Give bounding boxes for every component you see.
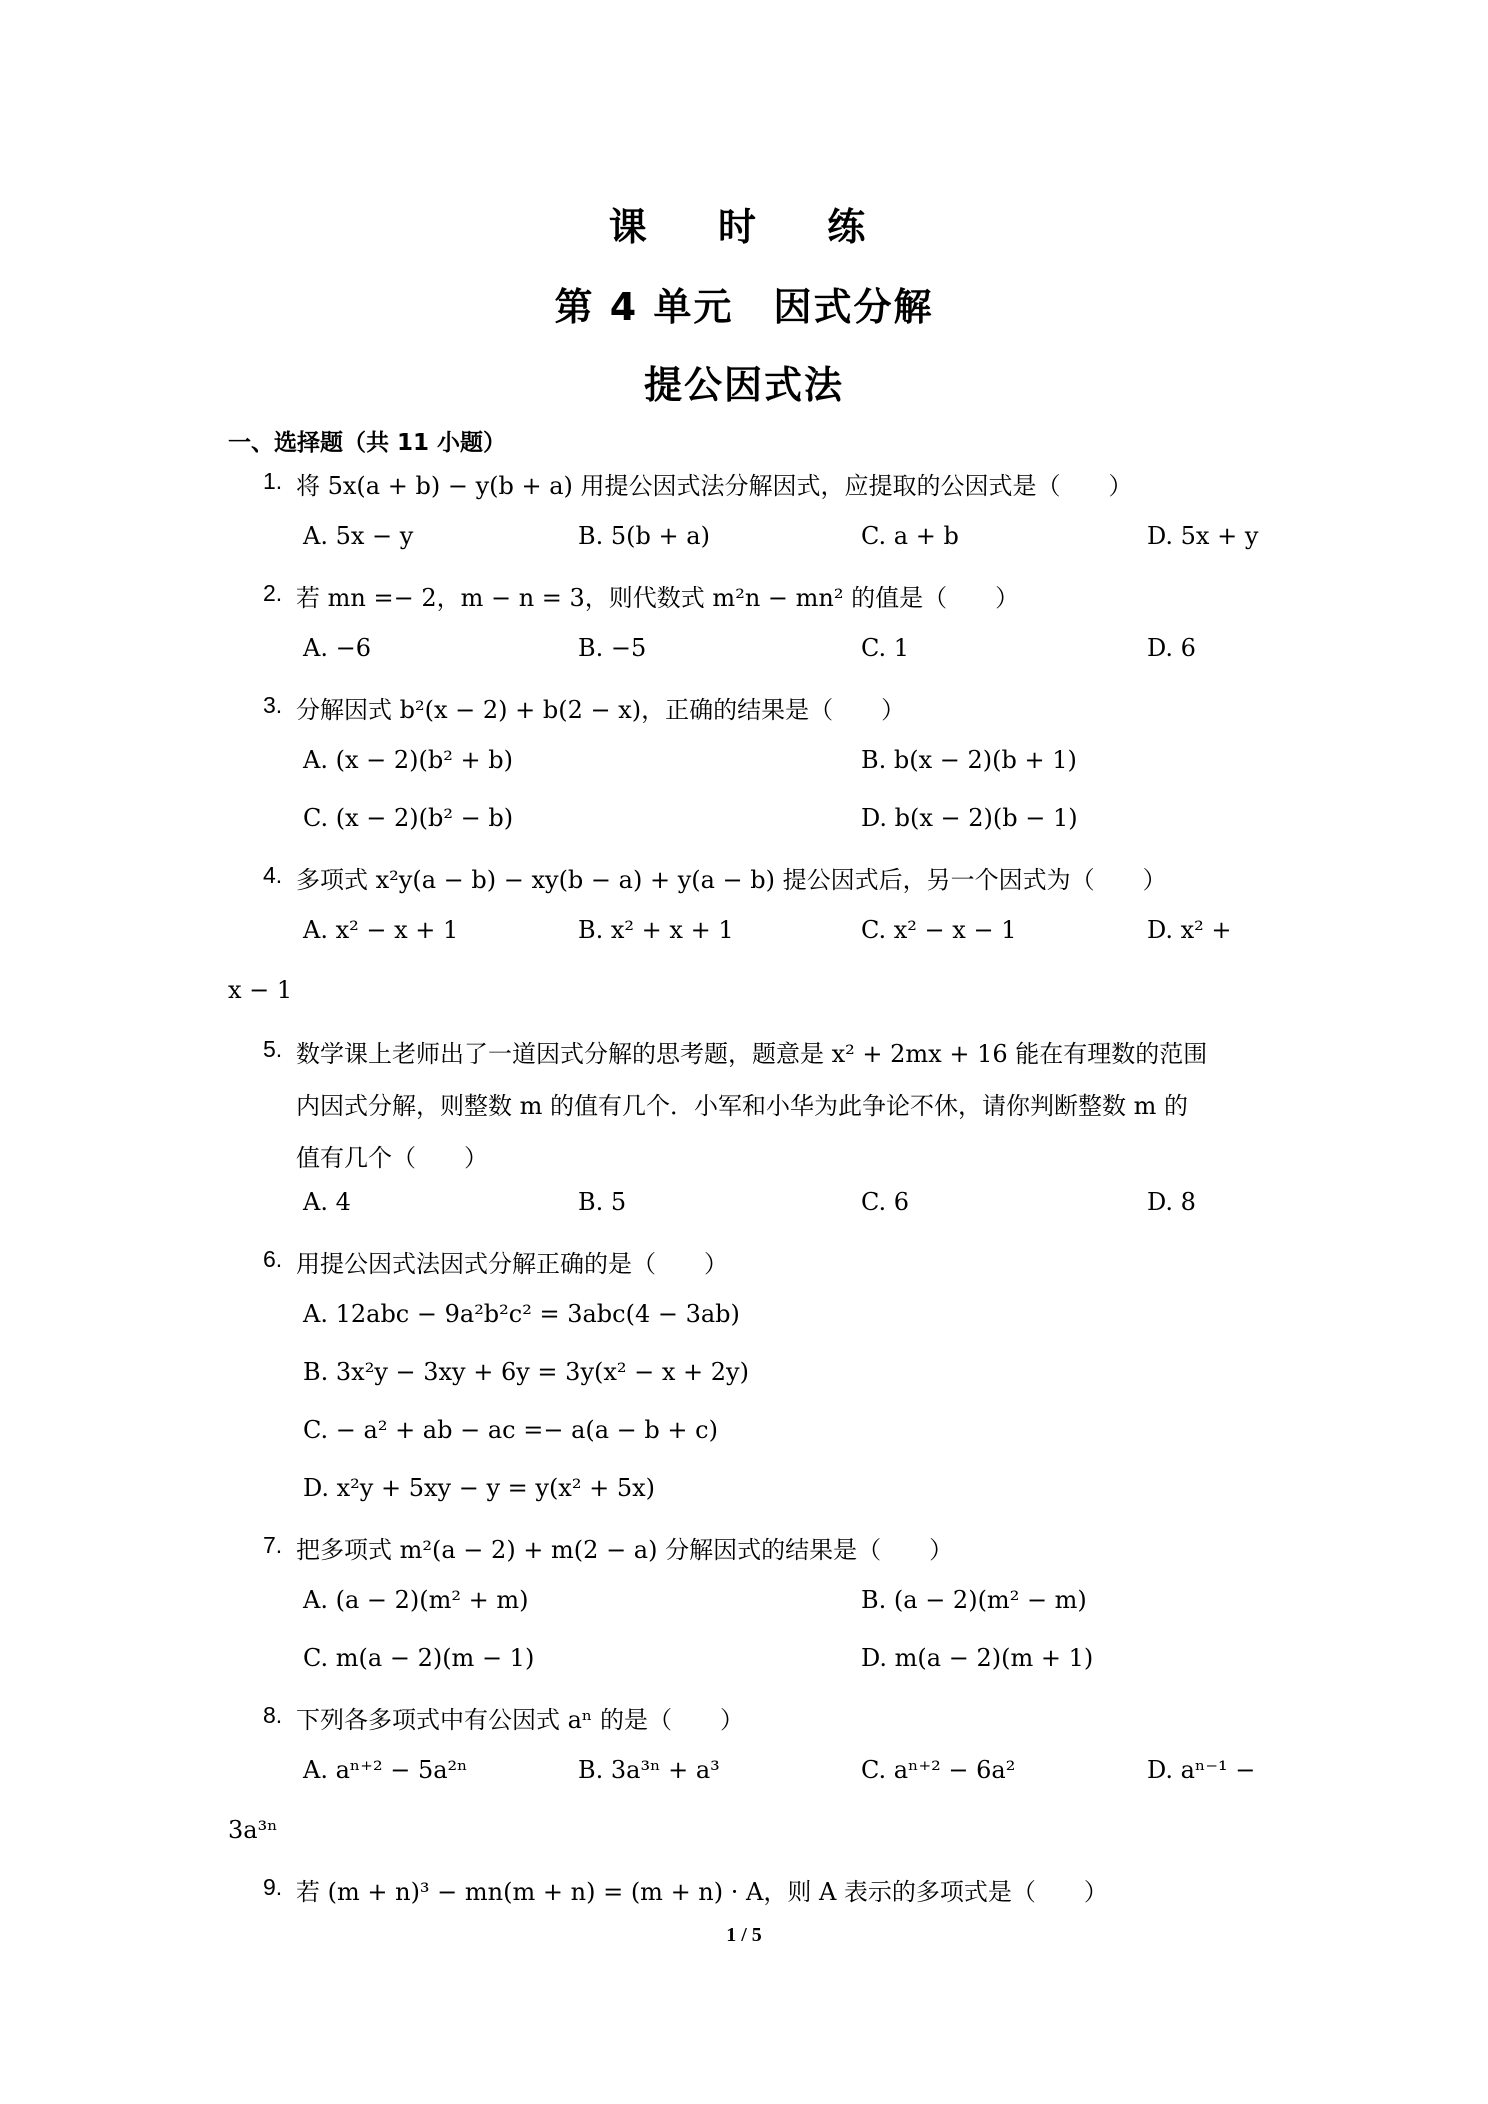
option-b: B. 3x²y − 3xy + 6y = 3y(x² − x + 2y)	[303, 1358, 749, 1386]
option-c: C. (x − 2)(b² − b)	[303, 804, 514, 832]
question-stem-line-2: 内因式分解，则整数 m 的值有几个．小军和小华为此争论不休，请你判断整数 m 的	[296, 1092, 1189, 1120]
main-title: 课 时 练	[608, 205, 880, 249]
option-d-continued: x − 1	[228, 976, 293, 1004]
option-d: D. 8	[1147, 1188, 1196, 1216]
option-c: C. a + b	[861, 522, 959, 550]
option-c: C. aⁿ⁺² − 6a²	[861, 1756, 1016, 1784]
question-number: 2.	[263, 580, 283, 606]
option-d: D. b(x − 2)(b − 1)	[861, 804, 1078, 832]
question-stem: 分解因式 b²(x − 2) + b(2 − x)，正确的结果是（ ）	[296, 696, 906, 724]
option-a: A. 4	[303, 1188, 351, 1216]
unit-title: 第 4 单元 因式分解	[554, 285, 934, 329]
option-d: D. m(a − 2)(m + 1)	[861, 1644, 1094, 1672]
question-stem: 用提公因式法因式分解正确的是（ ）	[296, 1250, 728, 1278]
option-b: B. 5	[578, 1188, 627, 1216]
option-d: D. x² +	[1147, 916, 1232, 944]
option-a: A. aⁿ⁺² − 5a²ⁿ	[303, 1756, 468, 1784]
question-number: 4.	[263, 862, 283, 888]
option-c: C. m(a − 2)(m − 1)	[303, 1644, 535, 1672]
option-c: C. − a² + ab − ac =− a(a − b + c)	[303, 1416, 718, 1444]
option-b: B. b(x − 2)(b + 1)	[861, 746, 1077, 774]
question-number: 1.	[263, 468, 283, 494]
option-c: C. x² − x − 1	[861, 916, 1017, 944]
option-d: D. aⁿ⁻¹ −	[1147, 1756, 1256, 1784]
question-number: 6.	[263, 1246, 283, 1272]
option-d: D. x²y + 5xy − y = y(x² + 5x)	[303, 1474, 655, 1502]
option-d-continued: 3a³ⁿ	[228, 1816, 278, 1844]
option-c: C. 6	[861, 1188, 910, 1216]
option-b: B. x² + x + 1	[578, 916, 734, 944]
option-a: A. x² − x + 1	[303, 916, 459, 944]
option-a: A. 12abc − 9a²b²c² = 3abc(4 − 3ab)	[303, 1300, 740, 1328]
question-stem: 多项式 x²y(a − b) − xy(b − a) + y(a − b) 提公因式后，另一个因式为（ ）	[296, 866, 1167, 894]
question-stem: 将 5x(a + b) − y(b + a) 用提公因式法分解因式，应提取的公因式是（ ）	[296, 472, 1133, 500]
option-b: B. 5(b + a)	[578, 522, 710, 550]
option-a: A. 5x − y	[303, 522, 414, 550]
question-stem-line-1: 数学课上老师出了一道因式分解的思考题，题意是 x² + 2mx + 16 能在有理数的范围	[296, 1040, 1208, 1068]
option-b: B. 3a³ⁿ + a³	[578, 1756, 720, 1784]
option-a: A. (a − 2)(m² + m)	[303, 1586, 529, 1614]
option-d: D. 5x + y	[1147, 522, 1259, 550]
question-number: 9.	[263, 1874, 283, 1900]
option-b: B. −5	[578, 634, 647, 662]
option-b: B. (a − 2)(m² − m)	[861, 1586, 1087, 1614]
option-c: C. 1	[861, 634, 910, 662]
question-number: 7.	[263, 1532, 283, 1558]
question-stem-line-3: 值有几个（ ）	[296, 1144, 488, 1172]
question-stem: 下列各多项式中有公因式 aⁿ 的是（ ）	[296, 1706, 744, 1734]
option-a: A. −6	[303, 634, 371, 662]
option-d: D. 6	[1147, 634, 1196, 662]
question-number: 3.	[263, 692, 283, 718]
question-stem: 若 (m + n)³ − mn(m + n) = (m + n) · A，则 A 表示的多项式是（ ）	[296, 1878, 1108, 1906]
question-number: 8.	[263, 1702, 283, 1728]
topic-title: 提公因式法	[643, 363, 844, 407]
question-stem: 若 mn =− 2，m − n = 3，则代数式 m²n − mn² 的值是（ ）	[296, 584, 1020, 612]
question-number: 5.	[263, 1036, 283, 1062]
section-heading: 一、选择题（共 11 小题）	[228, 430, 507, 456]
page-number: 1 / 5	[726, 1924, 762, 1946]
option-a: A. (x − 2)(b² + b)	[303, 746, 513, 774]
question-stem: 把多项式 m²(a − 2) + m(2 − a) 分解因式的结果是（ ）	[296, 1536, 954, 1564]
